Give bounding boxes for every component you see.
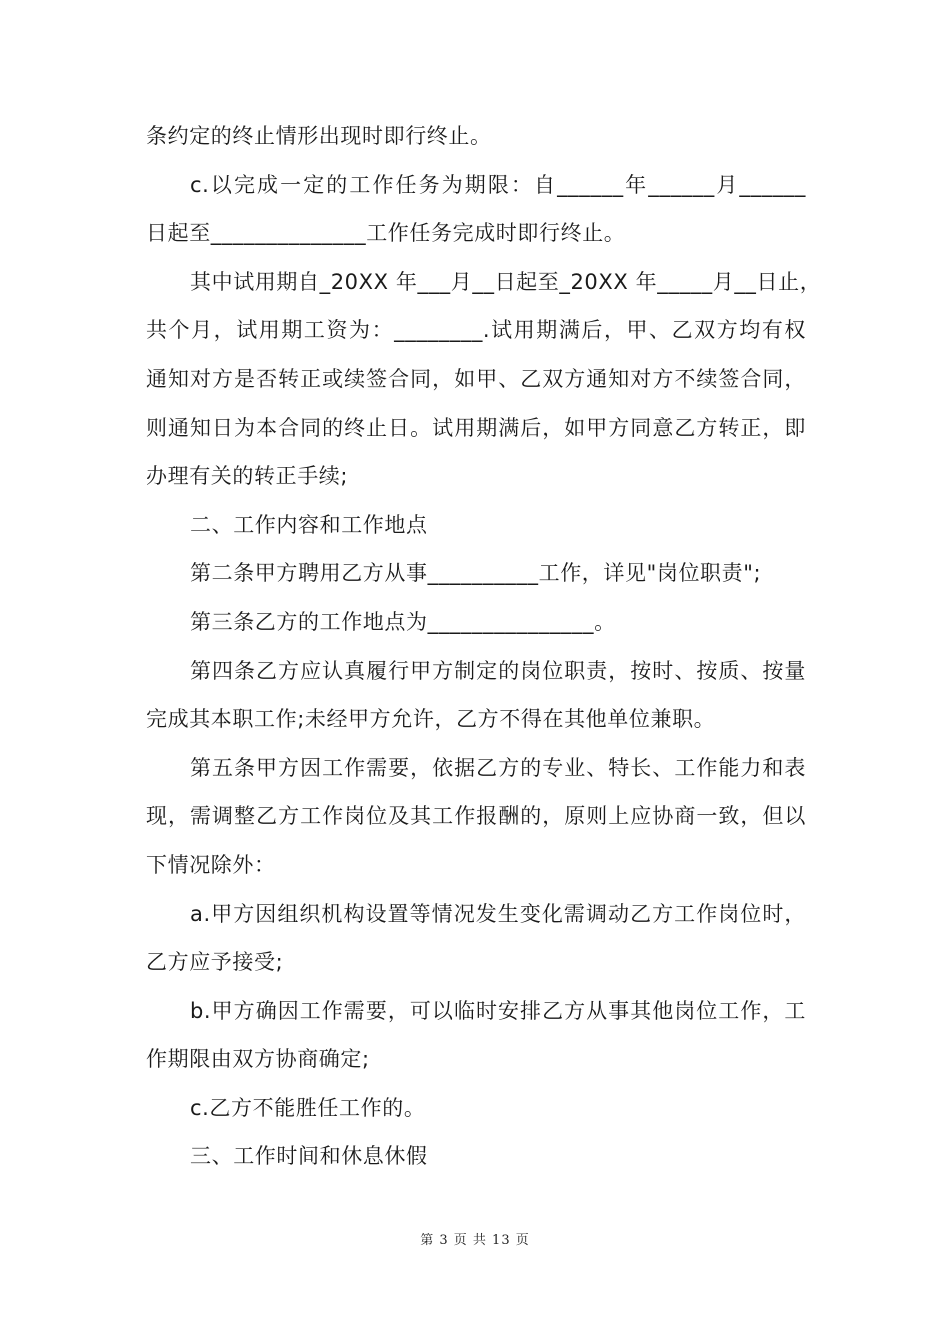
paragraph-line: 现，需调整乙方工作岗位及其工作报酬的，原则上应协商一致，但以 (146, 804, 806, 829)
paragraph-line: a.甲方因组织机构设置等情况发生变化需调动乙方工作岗位时， (190, 901, 806, 926)
paragraph-line: 条约定的终止情形出现时即行终止。 (146, 124, 492, 148)
paragraph-line: 第二条甲方聘用乙方从事__________工作，详见"岗位职责"; (190, 561, 762, 586)
section-heading: 三、工作时间和休息休假 (190, 1144, 428, 1169)
paragraph-line: 则通知日为本合同的终止日。试用期满后，如甲方同意乙方转正，即 (146, 415, 806, 440)
page-number-footer: 第 3 页 共 13 页 (420, 1233, 530, 1248)
section-heading: 二、工作内容和工作地点 (190, 512, 428, 537)
paragraph-line: 下情况除外： (146, 852, 276, 877)
paragraph-line: 第三条乙方的工作地点为_______________。 (190, 609, 616, 634)
paragraph-line: 完成其本职工作;未经甲方允许，乙方不得在其他单位兼职。 (146, 707, 716, 732)
document-body (146, 112, 822, 1181)
paragraph-line: 办理有关的转正手续; (146, 464, 349, 489)
paragraph-line: 第五条甲方因工作需要，依据乙方的专业、特长、工作能力和表 (190, 755, 806, 780)
paragraph-line: c.乙方不能胜任工作的。 (190, 1095, 426, 1120)
paragraph-line: 共个月，试用期工资为：________.试用期满后，甲、乙双方均有权 (146, 318, 806, 343)
paragraph-line: 乙方应予接受; (146, 950, 284, 975)
paragraph-line: b.甲方确因工作需要，可以临时安排乙方从事其他岗位工作，工 (190, 998, 806, 1023)
paragraph-line: 其中试用期自_20XX 年___月__日起至_20XX 年_____月__日止， (190, 269, 822, 294)
paragraph-line: 日起至______________工作任务完成时即行终止。 (146, 221, 626, 246)
paragraph-line: 第四条乙方应认真履行甲方制定的岗位职责，按时、按质、按量 (190, 658, 806, 683)
paragraph-line: c.以完成一定的工作任务为期限：自______年______月______ (190, 172, 806, 197)
paragraph-line: 作期限由双方协商确定; (146, 1047, 370, 1072)
paragraph-line: 通知对方是否转正或续签合同，如甲、乙双方通知对方不续签合同， (146, 366, 806, 391)
